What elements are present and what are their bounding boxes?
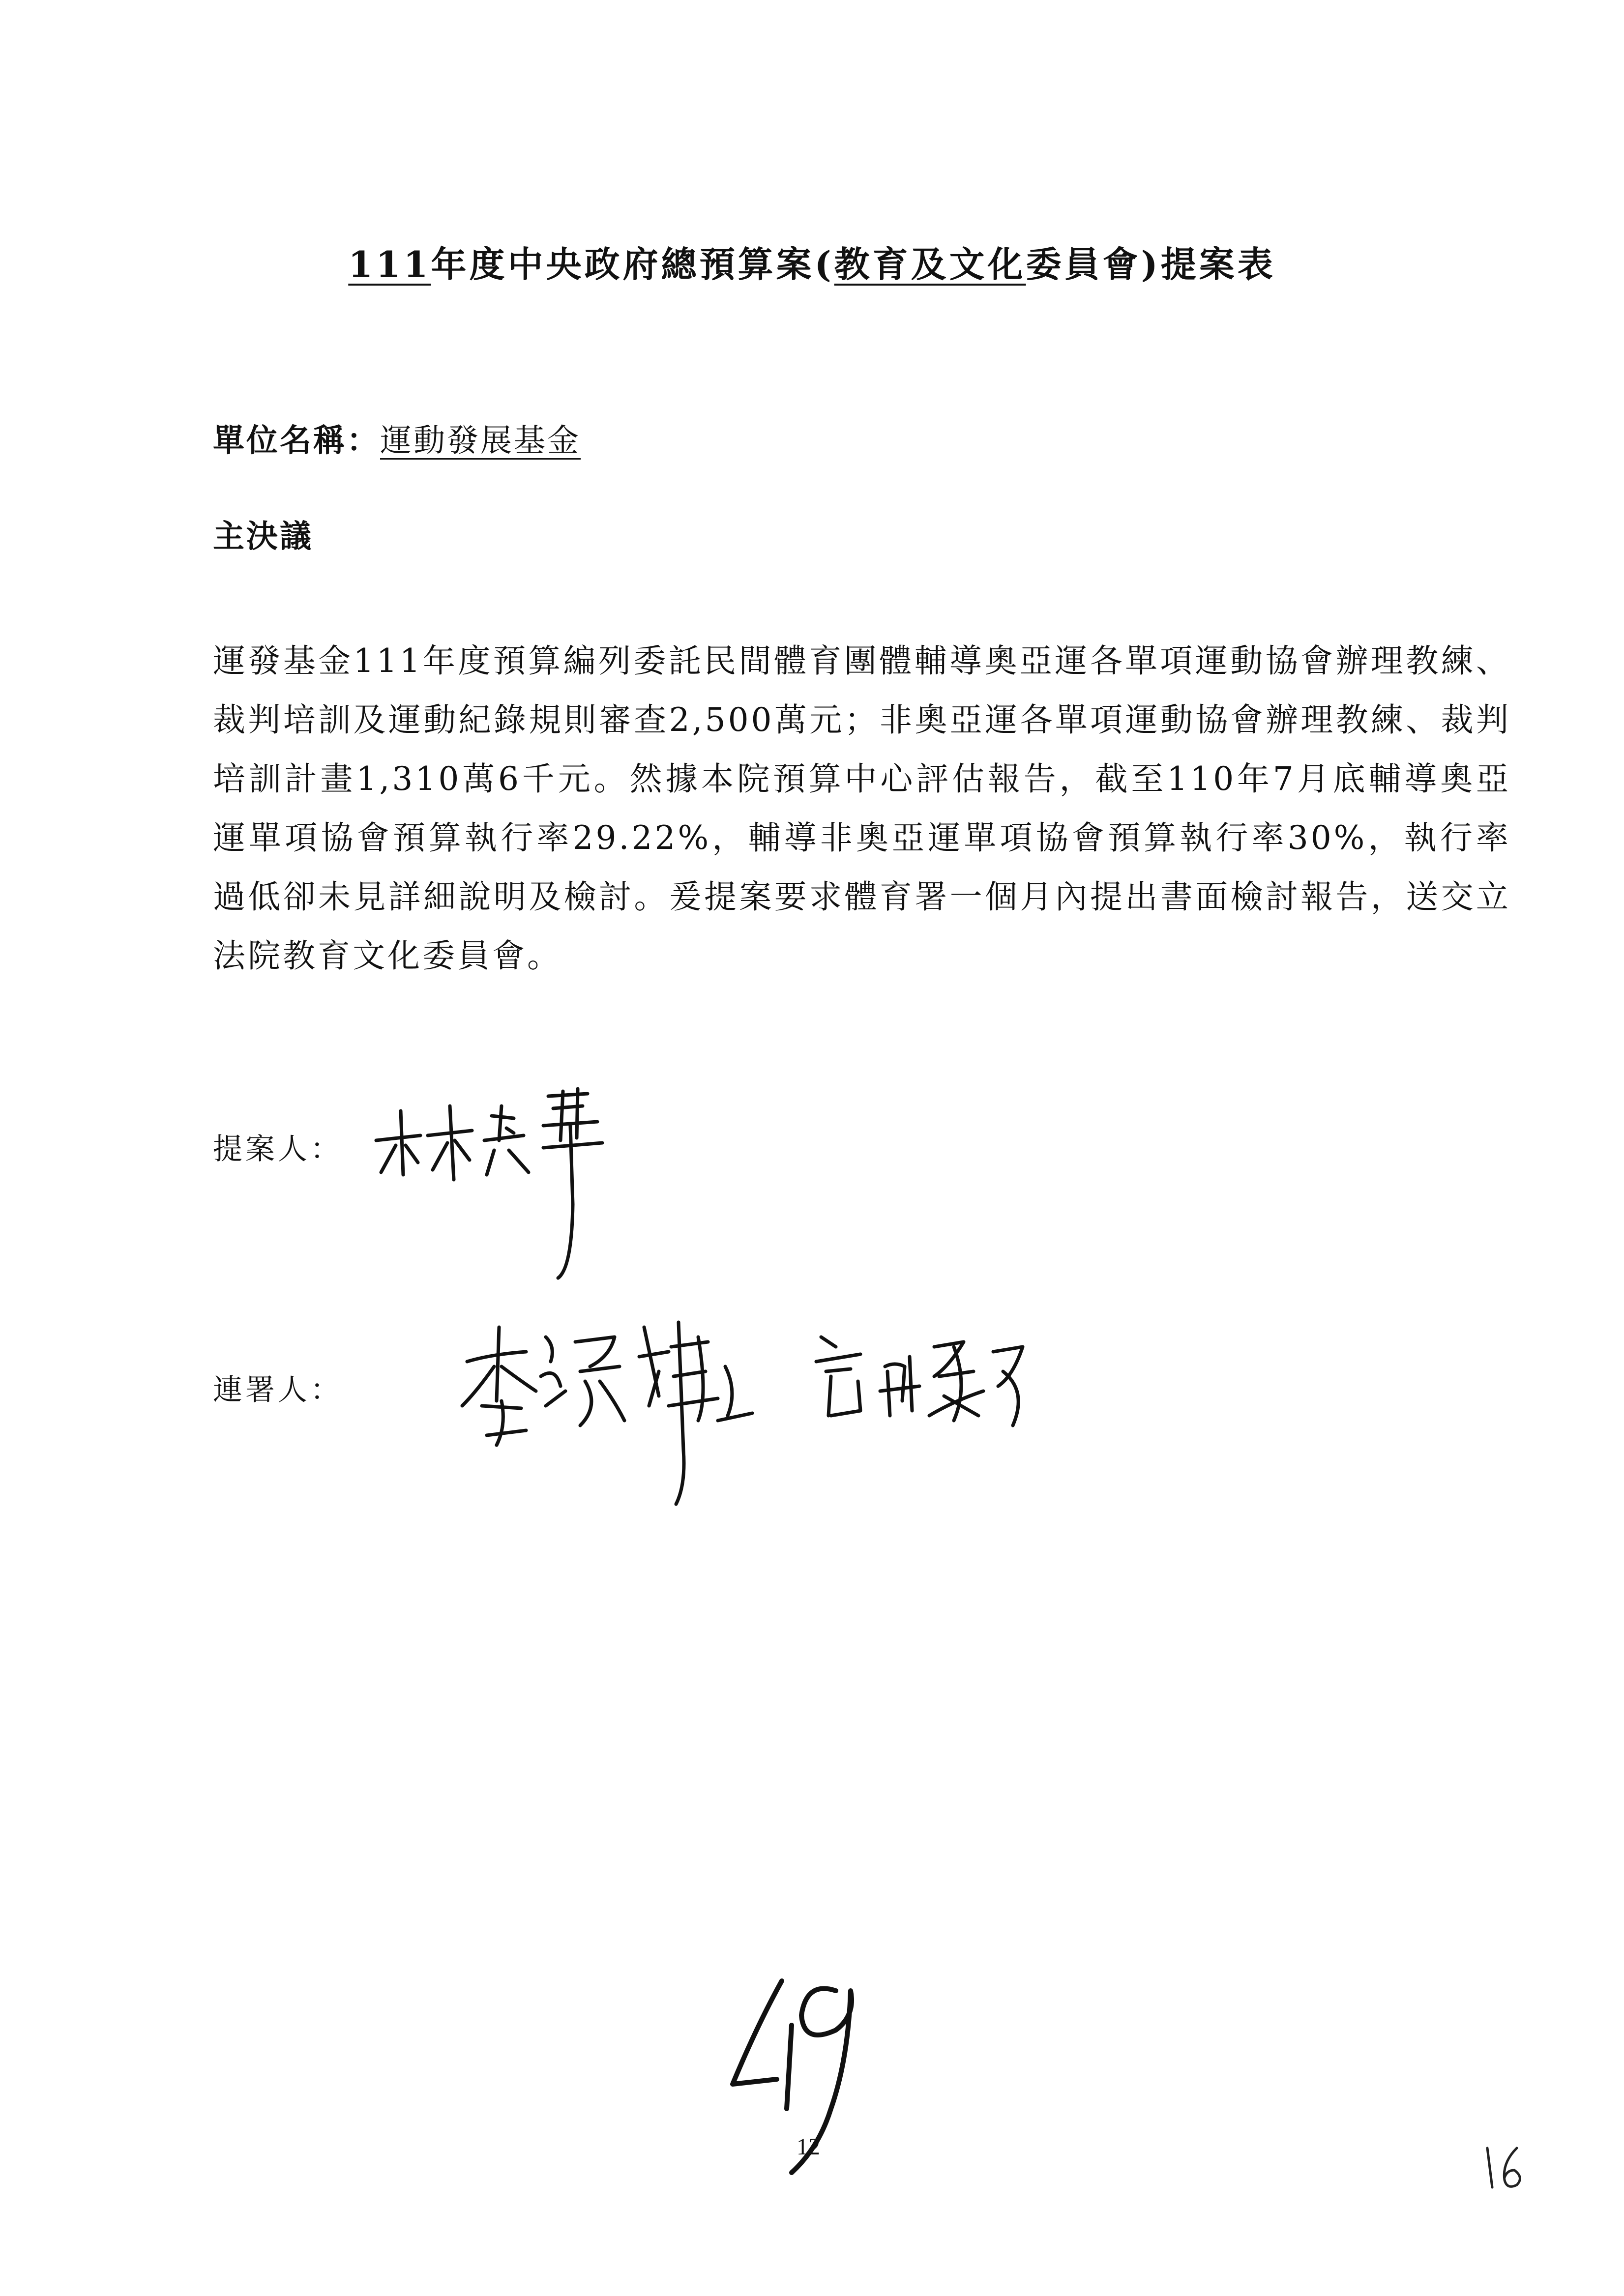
- page-number: 12: [797, 2134, 820, 2160]
- unit-name-row: [213, 415, 610, 461]
- cosigner-signature-2: [806, 1317, 1052, 1445]
- unit-value: 運動發展基金: [380, 423, 581, 459]
- unit-label: 單位名稱：: [213, 422, 380, 459]
- resolution-heading: 主決議: [213, 518, 313, 555]
- proposer-label: 提案人：: [213, 1132, 343, 1166]
- cosigner-label: 連署人：: [213, 1373, 343, 1407]
- resolution-body: 運發基金111年度預算編列委託民間體育團體輔導奧亞運各單項運動協會辦理教練、裁判培訓及運動紀錄規則審查2,500萬元；非奧亞運各單項運動協會辦理教練、裁判培訓計畫1,310萬6千元。然據本院預算中心評估報告，截至110年7月底輔導奧亞運單項協會預算執行率29.22%，輔導非奧亞運單項協會預算執行率30%，執行率過低卻未見詳細說明及檢討。爰提案要求體育署一個月內提出書面檢討報告，送交立法院教育文化委員會。: [213, 642, 1511, 975]
- corner-handwritten-number: [1480, 2141, 1534, 2195]
- proposer-signature: [366, 1081, 671, 1288]
- title-committee: 教育及文化: [834, 243, 1026, 285]
- title-year: 111: [348, 243, 431, 285]
- title-end: 委員會)提案表: [1026, 243, 1276, 285]
- title-middle: 年度中央政府總預算案(: [431, 243, 834, 285]
- document-title: [0, 236, 1624, 287]
- cosigner-signature-1: [452, 1308, 767, 1514]
